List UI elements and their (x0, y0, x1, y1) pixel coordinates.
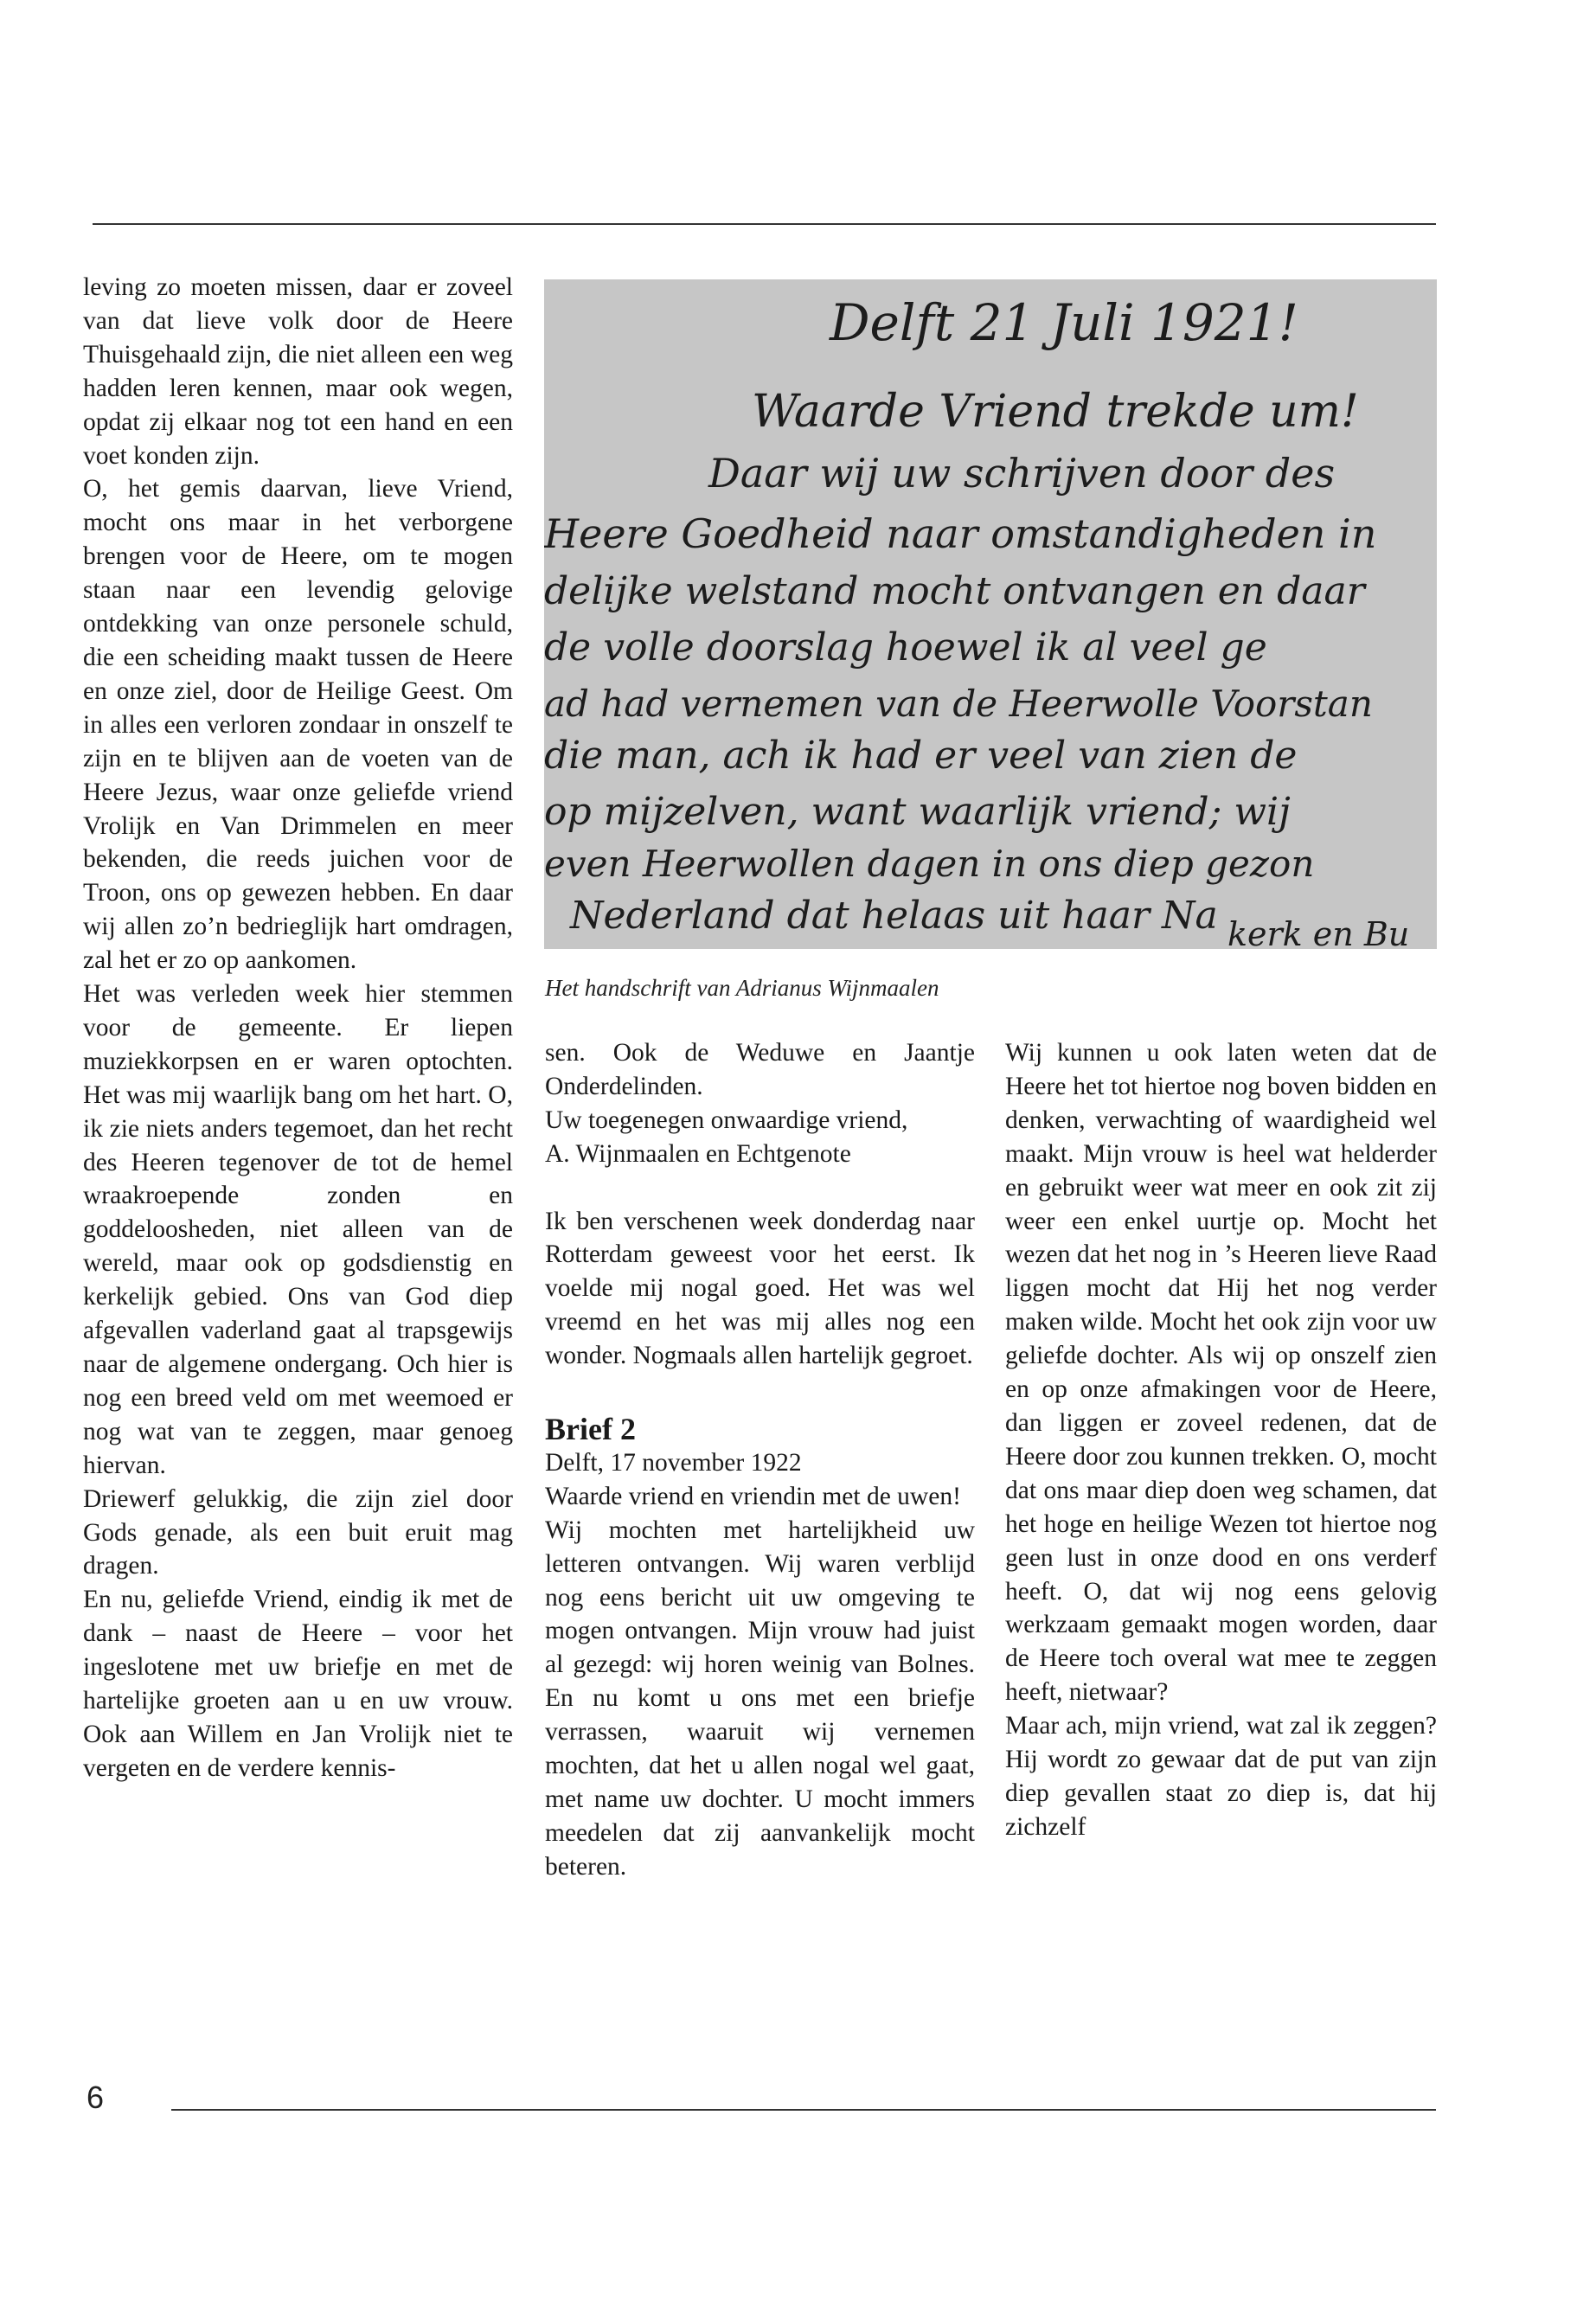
handwriting-photo (544, 279, 1437, 949)
figure-caption: Het handschrift van Adrianus Wijnmaalen (545, 975, 939, 1001)
paragraph: Wij mochten met hartelijkheid uw letteren ontvangen. Wij waren verblijd nog eens bericht uit uw omgeving te mogen ontvangen. Mijn vrouw had juist al gezegd: wij horen weinig van Bolnes. En nu komt u ons met een briefje verrassen, waaruit wij vernemen mochten, dat het u allen nogal wel gaat, met name uw dochter. U mocht immers meedelen dat zij aanvankelijk mocht beteren. (545, 1516, 975, 1881)
footer-rule (171, 2109, 1436, 2111)
letter-date: Delft, 17 november 1922 (545, 1448, 802, 1477)
header-rule (93, 223, 1436, 225)
page-number: 6 (87, 2080, 105, 2115)
handwriting-line: Heere Goedheid naar omstandigheden in (544, 510, 1377, 557)
paragraph: Maar ach, mijn vriend, wat zal ik zeggen? Hij wordt zo gewaar dat de put van zijn diep gevallen staat zo diep is, dat hij zichzelf (1005, 1712, 1437, 1841)
handwriting-line: even Heerwollen dagen in ons diep gezon (544, 843, 1315, 885)
letter-closing: Uw toegenegen onwaardige vriend, (545, 1106, 908, 1134)
handwriting-line: die man, ach ik had er veel van zien de (544, 734, 1298, 778)
left-column (83, 271, 513, 1785)
handwriting-line: kerk en Bu (1227, 915, 1410, 949)
paragraph: O, het gemis daarvan, lieve Vriend, mocht ons maar in het verborgene brengen voor de Heere, om te mogen staan naar een levendig gelovige ontdekking van onze personele schuld, die een scheiding maakt tussen de Heere en onze ziel, door de Heilige Geest. Om in alles een verloren zondaar in onszelf te zijn en te blijven aan de voeten van de Heere Jezus, waar onze geliefde vriend Vrolijk en Van Drimmelen en meer bekenden, die reeds juichen voor de Troon, ons op gewezen hebben. En daar wij allen zo’n bedrieglijk hart omdragen, zal het er zo op aankomen. (83, 475, 513, 975)
handwriting-line: de volle doorslag hoewel ik al veel ge (544, 625, 1267, 670)
handwriting-line: delijke welstand mocht ontvangen en daar (544, 569, 1365, 613)
right-column (1005, 1036, 1437, 1844)
paragraph: Wij kunnen u ook laten weten dat de Heere het tot hiertoe nog boven bidden en denken, verwachting of waardigheid wel maakt. Mijn vrouw is heel wat helderder en gebruikt weer wat meer en ook zit zij weer een enkel uurtje op. Mocht het wezen dat het nog in ’s Heeren lieve Raad liggen mocht dat Hij het nog verder maken wilde. Mocht het ook zijn voor uw geliefde dochter. Als wij op onszelf zien en op onze afmakingen voor de Heere, dan liggen er zoveel redenen, dat de Heere door zou kunnen trekken. O, mocht dat ons maar diep doen weg schamen, dat het hoge en heilige Wezen tot hiertoe nog geen lust in onze dood en ons verderf heeft. O, dat wij nog eens gelovig werkzaam gemaakt mogen worden, daar de Heere toch overal wat mee te zeggen heeft, nietwaar? (1005, 1039, 1437, 1707)
postscript: Ik ben verschenen week donderdag naar Rotterdam geweest voor het eerst. Ik voelde mij nogal goed. Het was wel vreemd en het was mij alles nog een wonder. Nogmaals allen hartelijk gegroet. (545, 1207, 975, 1370)
handwriting-line: Nederland dat helaas uit haar Na (570, 894, 1218, 938)
paragraph: Driewerf gelukkig, die zijn ziel door Gods genade, als een buit eruit mag dragen. (83, 1484, 513, 1580)
section-heading: Brief 2 (545, 1411, 636, 1446)
handwriting-line: Daar wij uw schrijven door des (708, 450, 1336, 497)
handwriting-line: Delft 21 Juli 1921! (830, 293, 1298, 352)
handwriting-line: ad had vernemen van de Heerwolle Voorstan (544, 683, 1373, 725)
middle-column (545, 1036, 975, 1884)
handwriting-line: op mijzelven, want waarlijk vriend; wij (544, 790, 1291, 834)
paragraph: En nu, geliefde Vriend, eindig ik met de dank – naast de Heere – voor het ingeslotene met uw briefje en met de hartelijke groeten aan u en uw vrouw. Ook aan Willem en Jan Vrolijk niet te vergeten en de verdere kennis- (83, 1586, 513, 1782)
handwriting-line: Waarde Vriend trekde um! (752, 386, 1359, 438)
letter-salutation: Waarde vriend en vriendin met de uwen! (545, 1482, 961, 1510)
letter-signature: A. Wijnmaalen en Echtgenote (545, 1139, 851, 1168)
paragraph: Het was verleden week hier stemmen voor de gemeente. Er liepen muziekkorpsen en er waren optochten. Het was mij waarlijk bang om het hart. O, ik zie niets anders tegemoet, dan het recht des Heeren tegenover de tot de hemel wraakroepende zonden en goddeloosheden, niet alleen van de wereld, maar ook op godsdienstig en kerkelijk gebied. Ons van God diep afgevallen vaderland gaat al trapsgewijs naar de algemene ondergang. Och hier is nog een breed veld om met weemoed er nog wat van te zeggen, maar genoeg hiervan. (83, 980, 513, 1479)
paragraph: leving zo moeten missen, daar er zoveel van dat lieve volk door de Heere Thuisgehaald zijn, die niet alleen een weg hadden leren kennen, maar ook wegen, opdat zij elkaar nog tot een hand en een voet konden zijn. (83, 273, 513, 470)
paragraph: sen. Ook de Weduwe en Jaantje Onderdelinden. (545, 1039, 975, 1100)
